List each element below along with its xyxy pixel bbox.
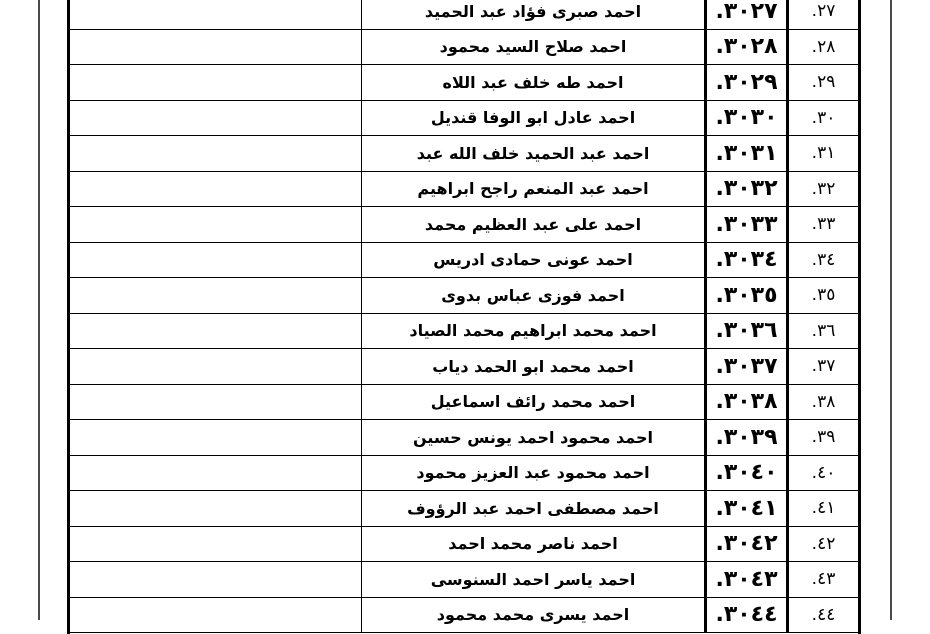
table-row <box>70 30 858 66</box>
index-cell: ٣٦. <box>811 320 836 341</box>
code-cell: ٣٠٤١. <box>707 491 789 526</box>
table-row <box>70 456 858 492</box>
empty-cell <box>70 420 362 455</box>
index-cell: ٢٨. <box>811 36 836 57</box>
code-cell: ٣٠٣٨. <box>707 385 789 420</box>
empty-cell <box>70 278 362 313</box>
index-cell: ٣٠. <box>811 107 836 128</box>
table-row <box>70 172 858 208</box>
name-cell: احمد صبرى فؤاد عبد الحميد <box>362 0 707 29</box>
index-cell: ٣٤. <box>811 249 836 270</box>
table-row <box>70 420 858 456</box>
code-cell: ٣٠٤٤. <box>707 598 789 633</box>
code-cell: ٣٠٤٠. <box>707 456 789 491</box>
index-cell: ٤٢. <box>811 533 836 554</box>
table-row <box>70 278 858 314</box>
name-cell: احمد على عبد العظيم محمد <box>362 207 707 242</box>
empty-cell <box>70 243 362 278</box>
code-cell: ٣٠٣٥. <box>707 278 789 313</box>
name-cell: احمد محمود عبد العزيز محمود <box>362 456 707 491</box>
table-row <box>70 349 858 385</box>
code-cell: ٣٠٣٣. <box>707 207 789 242</box>
index-cell: ٣١. <box>811 143 836 164</box>
empty-cell <box>70 30 362 65</box>
empty-cell <box>70 385 362 420</box>
name-cell: احمد محمد ابو الحمد دياب <box>362 349 707 384</box>
empty-cell <box>70 349 362 384</box>
name-cell: احمد ياسر احمد السنوسى <box>362 562 707 597</box>
empty-cell <box>70 207 362 242</box>
index-cell: ٤١. <box>811 498 836 519</box>
index-cell: ٢٧. <box>811 1 836 22</box>
name-cell: احمد محمد ابراهيم محمد الصياد <box>362 314 707 349</box>
empty-cell <box>70 314 362 349</box>
code-cell: ٣٠٣١. <box>707 136 789 171</box>
code-cell: ٣٠٢٨. <box>707 30 789 65</box>
empty-cell <box>70 491 362 526</box>
name-cell: احمد عبد المنعم راجح ابراهيم <box>362 172 707 207</box>
name-cell: احمد فوزى عباس بدوى <box>362 278 707 313</box>
code-cell: ٣٠٣٦. <box>707 314 789 349</box>
name-cell: احمد صلاح السيد محمود <box>362 30 707 65</box>
empty-cell <box>70 0 362 29</box>
index-cell: ٤٣. <box>811 569 836 590</box>
table-row <box>70 101 858 137</box>
empty-cell <box>70 456 362 491</box>
code-cell: ٣٠٣٠. <box>707 101 789 136</box>
empty-cell <box>70 136 362 171</box>
index-cell: ٣٢. <box>811 178 836 199</box>
table-row <box>70 0 858 30</box>
code-cell: ٣٠٣٧. <box>707 349 789 384</box>
empty-cell <box>70 101 362 136</box>
page-edge-right <box>890 0 892 620</box>
table-row <box>70 136 858 172</box>
index-cell: ٣٣. <box>811 214 836 235</box>
page-edge-left <box>38 0 40 620</box>
index-cell: ٣٩. <box>811 427 836 448</box>
name-cell: احمد محمود احمد يونس حسين <box>362 420 707 455</box>
index-cell: ٣٧. <box>811 356 836 377</box>
index-cell: ٤٤. <box>811 604 836 625</box>
name-cell: احمد يسرى محمد محمود <box>362 598 707 633</box>
name-cell: احمد طه خلف عبد اللاه <box>362 65 707 100</box>
code-cell: ٣٠٤٣. <box>707 562 789 597</box>
names-table <box>67 0 861 634</box>
name-cell: احمد عادل ابو الوفا قنديل <box>362 101 707 136</box>
index-cell: ٤٠. <box>811 462 836 483</box>
empty-cell <box>70 65 362 100</box>
code-cell: ٣٠٣٤. <box>707 243 789 278</box>
table-row <box>70 314 858 350</box>
empty-cell <box>70 598 362 633</box>
code-cell: ٣٠٢٩. <box>707 65 789 100</box>
table-row <box>70 385 858 421</box>
empty-cell <box>70 527 362 562</box>
empty-cell <box>70 562 362 597</box>
code-cell: ٣٠٣٢. <box>707 172 789 207</box>
index-cell: ٢٩. <box>811 72 836 93</box>
name-cell: احمد ناصر محمد احمد <box>362 527 707 562</box>
name-cell: احمد عونى حمادى ادريس <box>362 243 707 278</box>
code-cell: ٣٠٣٩. <box>707 420 789 455</box>
name-cell: احمد مصطفى احمد عبد الرؤوف <box>362 491 707 526</box>
empty-cell <box>70 172 362 207</box>
table-row <box>70 65 858 101</box>
table-row <box>70 562 858 598</box>
name-cell: احمد محمد رائف اسماعيل <box>362 385 707 420</box>
table-row <box>70 491 858 527</box>
index-cell: ٣٥. <box>811 285 836 306</box>
code-cell: ٣٠٤٢. <box>707 527 789 562</box>
index-cell: ٣٨. <box>811 391 836 412</box>
table-row <box>70 243 858 279</box>
name-cell: احمد عبد الحميد خلف الله عبد <box>362 136 707 171</box>
code-cell: ٣٠٢٧. <box>707 0 789 29</box>
table-row <box>70 598 858 634</box>
table-row <box>70 527 858 563</box>
table-row <box>70 207 858 243</box>
